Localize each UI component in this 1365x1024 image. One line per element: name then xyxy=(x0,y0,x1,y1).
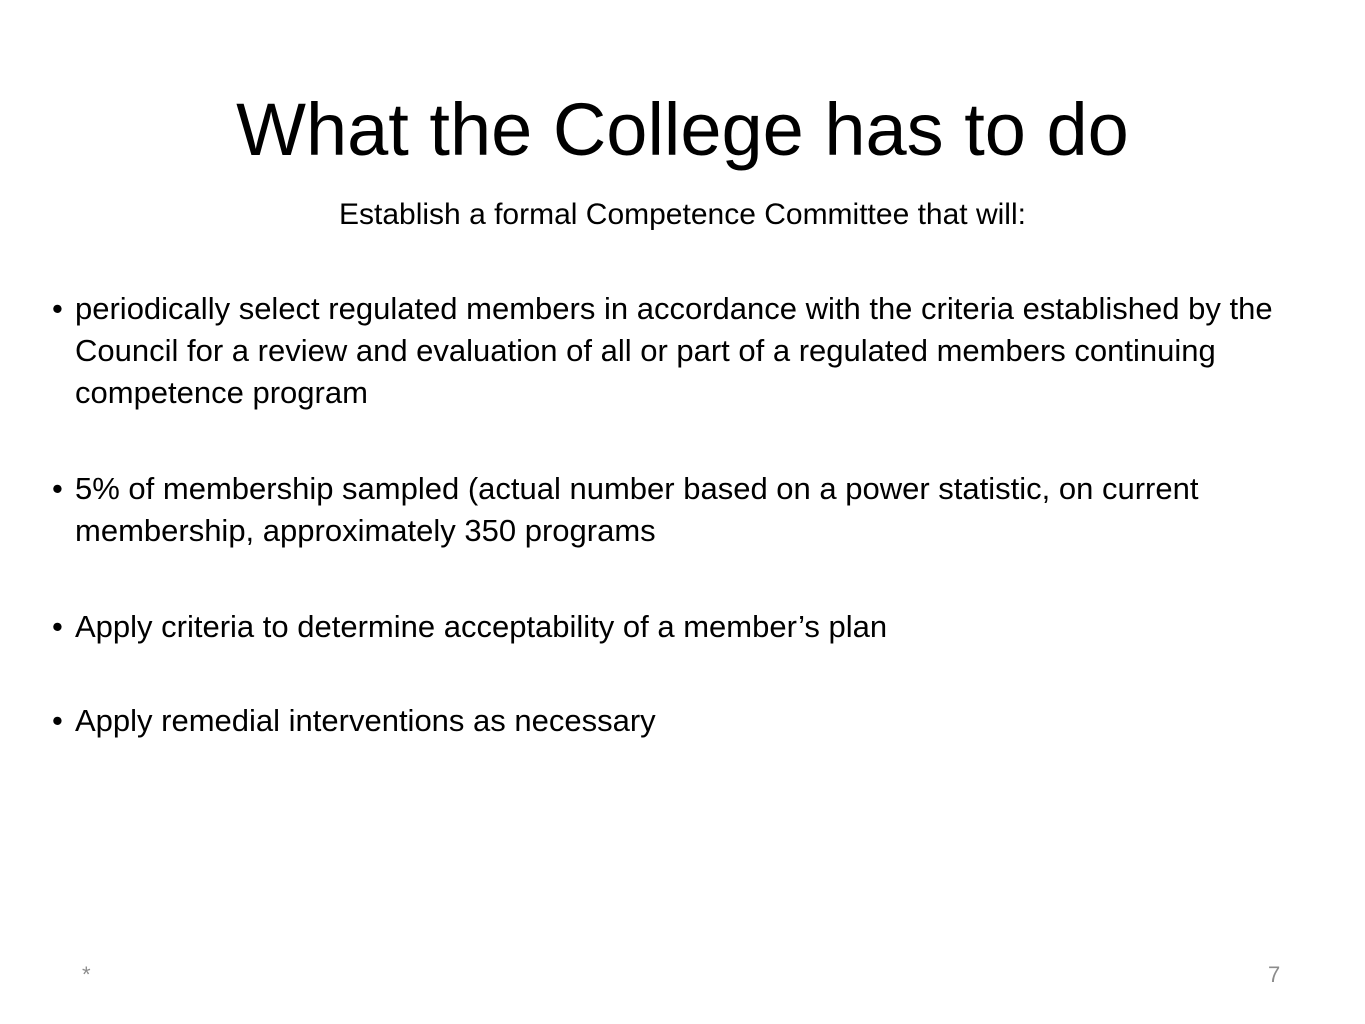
bullet-text: periodically select regulated members in accordance with the criteria established by the Council for a review and evaluation of all or part of a regulated members continuing competence program xyxy=(75,291,1273,410)
bullet-text: 5% of membership sampled (actual number based on a power statistic, on current membership, approximately 350 programs xyxy=(75,471,1199,548)
bullet-dot: • xyxy=(52,471,63,506)
bullet-text: Apply criteria to determine acceptability of a member’s plan xyxy=(75,609,888,644)
bullet-item xyxy=(52,700,656,742)
bullet-dot: • xyxy=(52,291,63,326)
slide-title: What the College has to do xyxy=(236,88,1129,171)
page-number: 7 xyxy=(1268,962,1281,987)
bullet-item xyxy=(52,288,1305,414)
bullet-dot: • xyxy=(52,703,63,738)
footer-marker: * xyxy=(82,962,91,987)
slide-subtitle: Establish a formal Competence Committee that will: xyxy=(339,198,1026,231)
bullet-item xyxy=(52,468,1305,552)
bullet-text: Apply remedial interventions as necessary xyxy=(75,703,656,738)
bullet-item xyxy=(52,606,888,648)
bullet-dot: • xyxy=(52,609,63,644)
